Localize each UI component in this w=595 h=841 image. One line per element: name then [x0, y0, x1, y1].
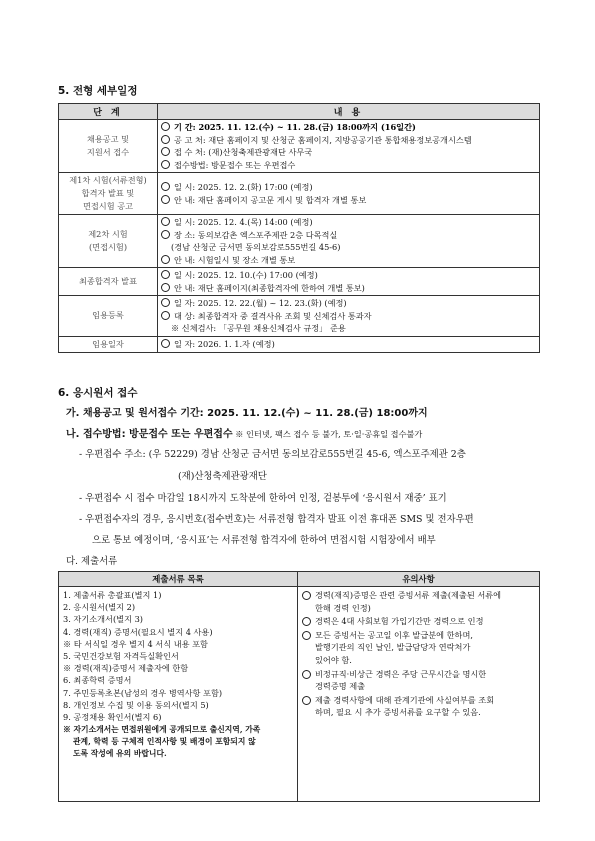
mail-address-org: (재)산청축제관광재단 — [178, 471, 267, 482]
caution-text — [315, 668, 486, 693]
content-line — [161, 254, 536, 267]
circle-bullet-icon — [302, 670, 311, 679]
content-line — [161, 297, 536, 310]
document-item: 1. 제출서류 총괄표(별지 1) — [63, 590, 162, 600]
circle-bullet-icon — [302, 617, 311, 626]
caution-line: 발행기관의 직인 날인, 발급담당자 연락처가 — [315, 642, 471, 653]
documents-content-row — [59, 587, 540, 802]
content-text: 접수방법: 방문접수 또는 우편접수 — [174, 159, 296, 170]
content-line — [161, 310, 536, 323]
document-item: ※ 경력(재직)증명서 제출자에 한함 — [63, 663, 189, 674]
documents-table — [58, 571, 540, 802]
documents-caution-cell — [298, 587, 540, 802]
circle-bullet-icon — [161, 270, 170, 279]
circle-bullet-icon — [161, 230, 170, 239]
content-line — [161, 269, 536, 282]
document-note-line: ※ 자기소개서는 면접위원에게 공개되므로 출신지역, 가족 — [63, 725, 261, 735]
content-cell — [158, 173, 540, 215]
content-text: 장 소: 동의보감촌 엑스포주제관 2층 다목적실 — [174, 229, 338, 240]
content-line — [161, 134, 536, 147]
stage-label: 지원서 접수 — [86, 147, 130, 157]
schedule-row — [59, 173, 540, 215]
documents-list — [63, 589, 293, 723]
schedule-row — [59, 336, 540, 352]
document-item: ※ 타 서식일 경우 별지 4 서식 내용 포함 — [63, 638, 208, 649]
header-stage: 단 계 — [59, 104, 158, 120]
content-text: 일 자: 2025. 12. 22.(월) ~ 12. 23.(화) (예정) — [174, 298, 347, 308]
content-line — [161, 216, 536, 229]
document-item: 9. 공정채용 확인서(별지 6) — [63, 712, 162, 723]
mail-number-line-cont: 으로 통보 예정이며, ‘응시표’는 서류전형 합격자에 한하여 면접시험 시험장에서 배부 — [92, 535, 436, 546]
stage-label: 임용등록 — [92, 310, 124, 321]
circle-bullet-icon — [161, 311, 170, 320]
stage-label: 채용공고 및 — [86, 134, 130, 144]
document-item: 4. 경력(재직) 증명서(필요시 별지 4 사용) — [63, 626, 213, 637]
caution-item — [302, 668, 535, 693]
stage-label: 제2차 시험 — [88, 229, 128, 239]
circle-bullet-icon — [161, 195, 170, 204]
stage-cell — [59, 120, 158, 173]
circle-bullet-icon — [161, 283, 170, 292]
method-note: ※ 인터넷, 팩스 접수 등 불가, 토·일·공휴일 접수불가 — [232, 429, 423, 439]
content-cell — [158, 215, 540, 268]
content-cell — [158, 120, 540, 173]
caution-line: 모든 증빙서는 공고일 이후 발급분에 한하며, — [315, 629, 473, 640]
mail-address-line: - 우편접수 주소: (우 52229) 경남 산청군 금서면 동의보감로555번길 45-6, 엑스포주제관 2층 — [79, 449, 466, 460]
schedule-table — [58, 103, 540, 353]
stage-label: 최종합격자 발표 — [79, 276, 137, 286]
documents-note — [63, 724, 293, 760]
stage-label: 면접시험 공고 — [82, 201, 134, 211]
caution-list — [302, 589, 535, 719]
content-line — [161, 181, 536, 194]
circle-bullet-icon — [302, 591, 311, 600]
caution-line: 한해 경력 인정) — [315, 602, 371, 613]
content-cell — [158, 268, 540, 296]
documents-header-left: 제출서류 목록 — [59, 572, 298, 587]
content-text: ※ 신체검사: 「공무원 채용신체검사 규정」 준용 — [171, 323, 346, 333]
content-text: 일 시: 2025. 12. 10.(수) 17:00 (예정) — [174, 270, 318, 280]
content-line — [161, 121, 536, 134]
document-item: 2. 응시원서(별지 2) — [63, 602, 136, 613]
circle-bullet-icon — [302, 631, 311, 640]
content-line — [161, 146, 536, 159]
circle-bullet-icon — [161, 255, 170, 264]
header-content: 내 용 — [158, 104, 540, 120]
content-line — [161, 241, 536, 254]
content-cell — [158, 296, 540, 337]
content-text: 안 내: 시험일시 및 장소 개별 통보 — [174, 254, 296, 265]
documents-header-right: 유의사항 — [298, 572, 540, 587]
mail-deadline-line: - 우편접수 시 접수 마감일 18시까지 도착분에 한하여 인정, 겉봉투에 ‘응시원서 재중’ 표기 — [79, 493, 447, 504]
schedule-row — [59, 268, 540, 296]
caution-line: 경력증명 제출 — [315, 681, 366, 692]
documents-list-cell — [59, 587, 298, 802]
schedule-row — [59, 296, 540, 337]
document-note-line: 도록 작성에 유의 바랍니다. — [73, 749, 167, 759]
stage-label: 임용일자 — [92, 338, 124, 349]
caution-line: 경력은 4대 사회보험 가입기간만 경력으로 인정 — [315, 616, 484, 627]
documents-header-row — [59, 572, 540, 587]
stage-label: 합격자 발표 및 — [81, 188, 135, 198]
mail-number-line: - 우편접수자의 경우, 응시번호(접수번호)는 서류전형 합격자 발표 이전 휴대폰 SMS 및 전자우편 — [79, 514, 474, 525]
content-text: 일 시: 2025. 12. 2.(화) 17:00 (예정) — [174, 182, 313, 192]
content-line — [161, 229, 536, 242]
stage-cell — [59, 296, 158, 337]
content-text: 공 고 처: 재단 홈페이지 및 산청군 홈페이지, 지방공공기관 통합채용정보공개시스템 — [174, 134, 472, 145]
content-text: 기 간: 2025. 11. 12.(수) ~ 11. 28.(금) 18:00까지 (16일간) — [174, 122, 416, 132]
content-line — [161, 159, 536, 172]
content-text: 일 시: 2025. 12. 4.(목) 14:00 (예정) — [174, 217, 313, 227]
content-text: 안 내: 재단 홈페이지 공고문 게시 및 합격자 개별 통보 — [174, 194, 367, 205]
content-line — [161, 322, 536, 335]
circle-bullet-icon — [161, 298, 170, 307]
caution-text — [315, 615, 484, 628]
caution-text — [315, 629, 473, 667]
content-cell — [158, 336, 540, 352]
caution-text — [315, 589, 501, 614]
method-line — [66, 425, 422, 440]
schedule-body — [59, 120, 540, 353]
content-text: 대 상: 최종합격자 중 결격사유 조회 및 신체검사 통과자 — [174, 310, 372, 321]
section5-title: 5. 전형 세부일정 — [58, 85, 138, 97]
caution-line: 경력(재직)증명은 관련 증빙서류 제출(제출된 서류에 — [315, 590, 502, 600]
content-line — [161, 282, 536, 295]
caution-item — [302, 629, 535, 667]
schedule-row — [59, 120, 540, 173]
period-line: 가. 채용공고 및 원서접수 기간: 2025. 11. 12.(수) ~ 11. 28.(금) 18:00까지 — [66, 408, 428, 419]
document-item: 3. 자기소개서(별지 3) — [63, 614, 143, 625]
circle-bullet-icon — [161, 135, 170, 144]
circle-bullet-icon — [161, 122, 170, 131]
circle-bullet-icon — [161, 182, 170, 191]
document-item: 8. 개인정보 수집 및 이용 동의서(별지 5) — [63, 699, 209, 710]
caution-item — [302, 615, 535, 628]
stage-cell — [59, 173, 158, 215]
caution-line: 하며, 필요 시 추가 증빙서류를 요구할 수 있음. — [315, 707, 481, 718]
caution-item — [302, 589, 535, 614]
circle-bullet-icon — [161, 147, 170, 156]
section6-title: 6. 응시원서 접수 — [58, 387, 138, 399]
document-item: 6. 최종학력 증명서 — [63, 675, 132, 686]
content-line — [161, 194, 536, 207]
stage-cell — [59, 336, 158, 352]
content-text: 접 수 처: (재)산청축제관광재단 사무국 — [174, 147, 313, 157]
caution-text — [315, 694, 494, 719]
circle-bullet-icon — [161, 217, 170, 226]
stage-cell — [59, 215, 158, 268]
method-label: 나. 접수방법: 방문접수 또는 우편접수 — [66, 429, 233, 440]
documents-subtitle: 다. 제출서류 — [66, 556, 118, 567]
caution-item — [302, 694, 535, 719]
caution-line: 있어야 함. — [315, 654, 352, 665]
schedule-row — [59, 215, 540, 268]
content-line — [161, 338, 536, 351]
content-text: 일 자: 2026. 1. 1.자 (예정) — [174, 338, 275, 349]
document-item: 5. 국민건강보험 자격득실확인서 — [63, 651, 179, 662]
circle-bullet-icon — [302, 696, 311, 705]
stage-label: (면접시험) — [88, 242, 128, 252]
document-item: 7. 주민등록초본(남성의 경우 병역사항 포함) — [63, 687, 223, 698]
caution-line: 제출 경력사항에 대해 관계기관에 사실여부를 조회 — [315, 694, 495, 705]
document-note-line: 관계, 학력 등 구체적 인적사항 및 배경이 포함되지 않 — [73, 737, 256, 747]
stage-label: 제1차 시험(서류전형) — [69, 175, 147, 185]
stage-cell — [59, 268, 158, 296]
schedule-header-row — [59, 104, 540, 120]
circle-bullet-icon — [161, 160, 170, 169]
caution-line: 비정규직·비상근 경력은 주당 근무시간을 명시한 — [315, 668, 487, 679]
content-text: (경남 산청군 금서면 동의보감로555번길 45-6) — [171, 242, 341, 252]
circle-bullet-icon — [161, 339, 170, 348]
content-text: 안 내: 재단 홈페이지(최종합격자에 한하여 개별 통보) — [174, 282, 365, 293]
